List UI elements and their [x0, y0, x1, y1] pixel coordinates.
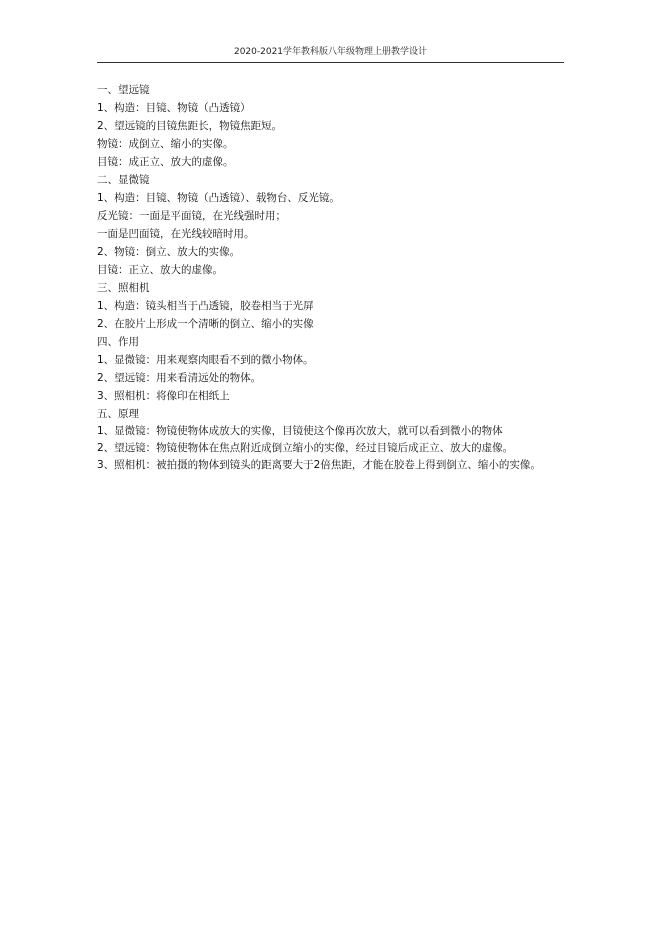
- section-heading-function: 四、作用: [97, 336, 139, 348]
- text-line: 2、在胶片上形成一个清晰的倒立、缩小的实像: [97, 318, 314, 330]
- text-line: 3、照相机：被拍摄的物体到镜头的距离要大于2倍焦距，才能在胶卷上得到倒立、缩小的实像。: [97, 459, 541, 471]
- text-line: 目镜：正立、放大的虚像。: [97, 264, 223, 276]
- text-line: 1、构造：目镜、物镜（凸透镜）、载物台、反光镜。: [97, 192, 340, 204]
- text-line: 1、构造：镜头相当于凸透镜，胶卷相当于光屏: [97, 300, 314, 312]
- section-heading-telescope: 一、望远镜: [97, 84, 150, 96]
- section-heading-principle: 五、原理: [97, 408, 139, 420]
- text-line: 目镜：成正立、放大的虚像。: [97, 156, 234, 168]
- text-line: 1、显微镜：物镜使物体成放大的实像，目镜使这个像再次放大，就可以看到微小的物体: [97, 425, 503, 437]
- section-heading-microscope: 二、显微镜: [97, 174, 150, 186]
- header-title: 2020-2021学年教科版八年级物理上册教学设计: [233, 47, 428, 57]
- text-line: 3、照相机：将像印在相纸上: [97, 390, 230, 402]
- section-heading-camera: 三、照相机: [97, 282, 150, 294]
- page-header: [97, 44, 564, 63]
- text-line: 2、物镜：倒立、放大的实像。: [97, 246, 241, 258]
- text-line: 1、构造：目镜、物镜（凸透镜）: [97, 102, 251, 114]
- text-line: 1、显微镜：用来观察肉眼看不到的微小物体。: [97, 354, 314, 366]
- document-body: [97, 81, 567, 474]
- text-line: 反光镜：一面是平面镜，在光线强时用；: [97, 210, 286, 222]
- text-line: 物镜：成倒立、缩小的实像。: [97, 138, 234, 150]
- text-line: 2、望远镜：用来看清远处的物体。: [97, 372, 262, 384]
- text-line: 2、望远镜的目镜焦距长，物镜焦距短。: [97, 120, 283, 132]
- text-line: 一面是凹面镜，在光线较暗时用。: [97, 228, 255, 240]
- text-line: 2、望远镜：物镜使物体在焦点附近成倒立缩小的实像，经过目镜后成正立、放大的虚像。: [97, 442, 514, 454]
